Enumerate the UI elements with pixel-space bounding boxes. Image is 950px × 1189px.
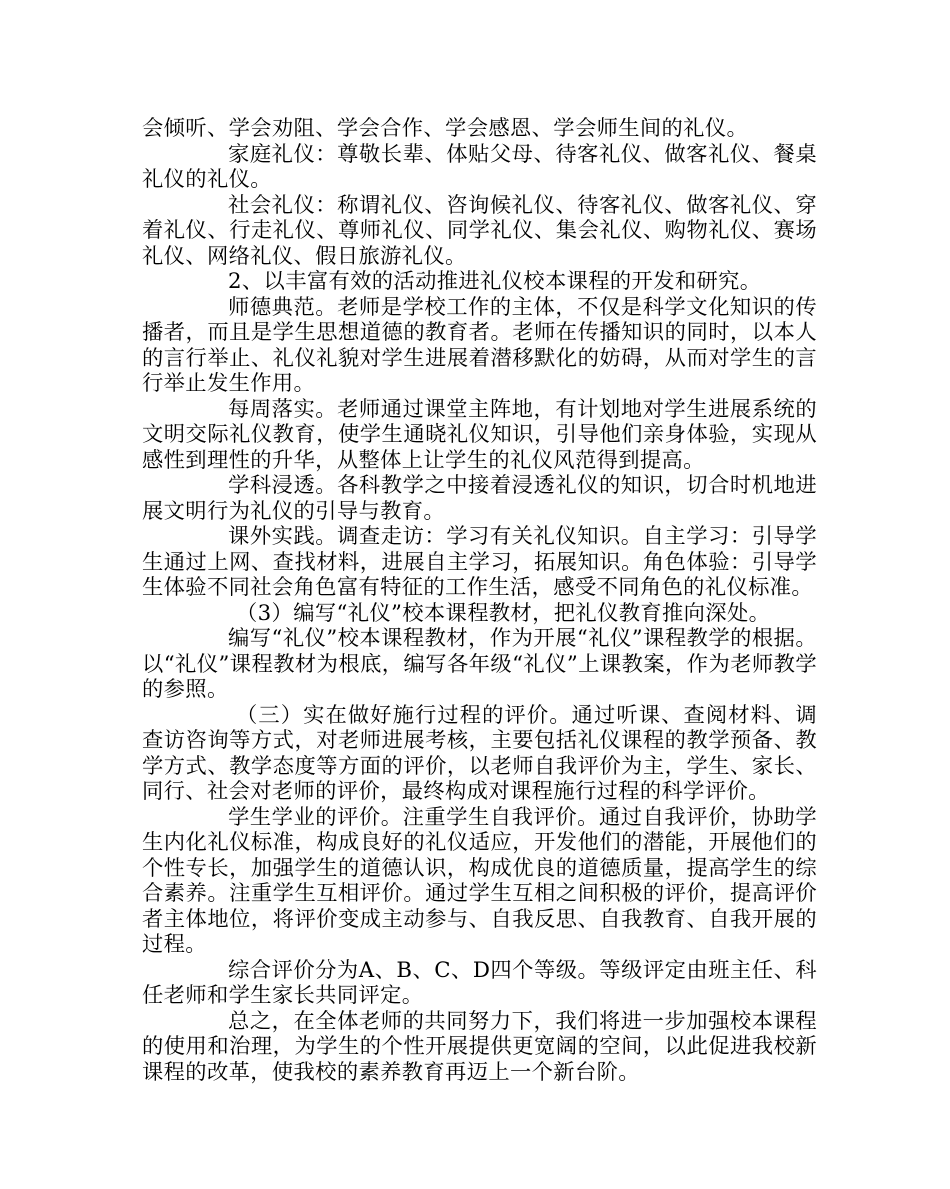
document-body: [142, 116, 817, 1085]
paragraph-school-etiquette-end: 会倾听、学会劝阻、学会合作、学会感恩、学会师生间的礼仪。: [142, 116, 749, 141]
paragraph-teacher-model: 师德典范。老师是学校工作的主体，不仅是科学文化知识的传播者，而且是学生思想道德的教育者。老师在传播知识的同时，以本人的言行举止、礼仪礼貌对学生进展着潜移默化的妨碍，从而对学生的言行举止发生作用。: [142, 294, 817, 396]
paragraph-subject-integration: 学科浸透。各科教学之中接着浸透礼仪的知识，切合时机地进展文明行为礼仪的引导与教育。: [142, 473, 817, 524]
paragraph-social-etiquette: 社会礼仪：称谓礼仪、咨询候礼仪、待客礼仪、做客礼仪、穿着礼仪、行走礼仪、尊师礼仪、同学礼仪、集会礼仪、购物礼仪、赛场礼仪、网络礼仪、假日旅游礼仪。: [142, 192, 817, 269]
paragraph-process-evaluation: （三）实在做好施行过程的评价。通过听课、查阅材料、调查访咨询等方式，对老师进展考核，主要包括礼仪课程的教学预备、教学方式、教学态度等方面的评价，以老师自我评价为主，学生、家长、同行、社会对老师的评价，最终构成对课程施行过程的科学评价。: [142, 702, 817, 804]
paragraph-grade-levels: 综合评价分为A、B、C、D四个等级。等级评定由班主任、科任老师和学生家长共同评定。: [142, 957, 817, 1008]
paragraph-section-3-heading: （3）编写“礼仪”校本课程教材，把礼仪教育推向深处。: [236, 600, 771, 626]
paragraph-textbook-compilation: 编写“礼仪”校本课程教材，作为开展“礼仪”课程教学的根据。以“礼仪”课程教材为根底，编写各年级“礼仪”上课教案，作为老师教学的参照。: [142, 626, 817, 702]
paragraph-conclusion: 总之，在全体老师的共同努力下，我们将进一步加强校本课程的使用和治理，为学生的个性开展提供更宽阔的空间，以此促进我校新课程的改革，使我校的素养教育再迈上一个新台阶。: [142, 1008, 817, 1085]
paragraph-student-evaluation: 学生学业的评价。注重学生自我评价。通过自我评价，协助学生内化礼仪标准，构成良好的礼仪适应，开发他们的潜能，开展他们的个性专长，加强学生的道德认识，构成优良的道德质量，提高学生的综合素养。注重学生互相评价。通过学生互相之间积极的评价，提高评价者主体地位，将评价变成主动参与、自我反思、自我教育、自我开展的过程。: [142, 804, 817, 957]
paragraph-family-etiquette: 家庭礼仪：尊敬长辈、体贴父母、待客礼仪、做客礼仪、餐桌礼仪的礼仪。: [142, 141, 817, 192]
paragraph-weekly-implementation: 每周落实。老师通过课堂主阵地，有计划地对学生进展系统的文明交际礼仪教育，使学生通晓礼仪知识，引导他们亲身体验，实现从感性到理性的升华，从整体上让学生的礼仪风范得到提高。: [142, 396, 817, 473]
paragraph-extracurricular-practice: 课外实践。调查走访：学习有关礼仪知识。自主学习：引导学生通过上网、查找材料，进展自主学习，拓展知识。角色体验：引导学生体验不同社会角色富有特征的工作生活，感受不同角色的礼仪标准。: [142, 524, 817, 600]
paragraph-section-2-heading: 2、以丰富有效的活动推进礼仪校本课程的开发和研究。: [228, 269, 762, 294]
